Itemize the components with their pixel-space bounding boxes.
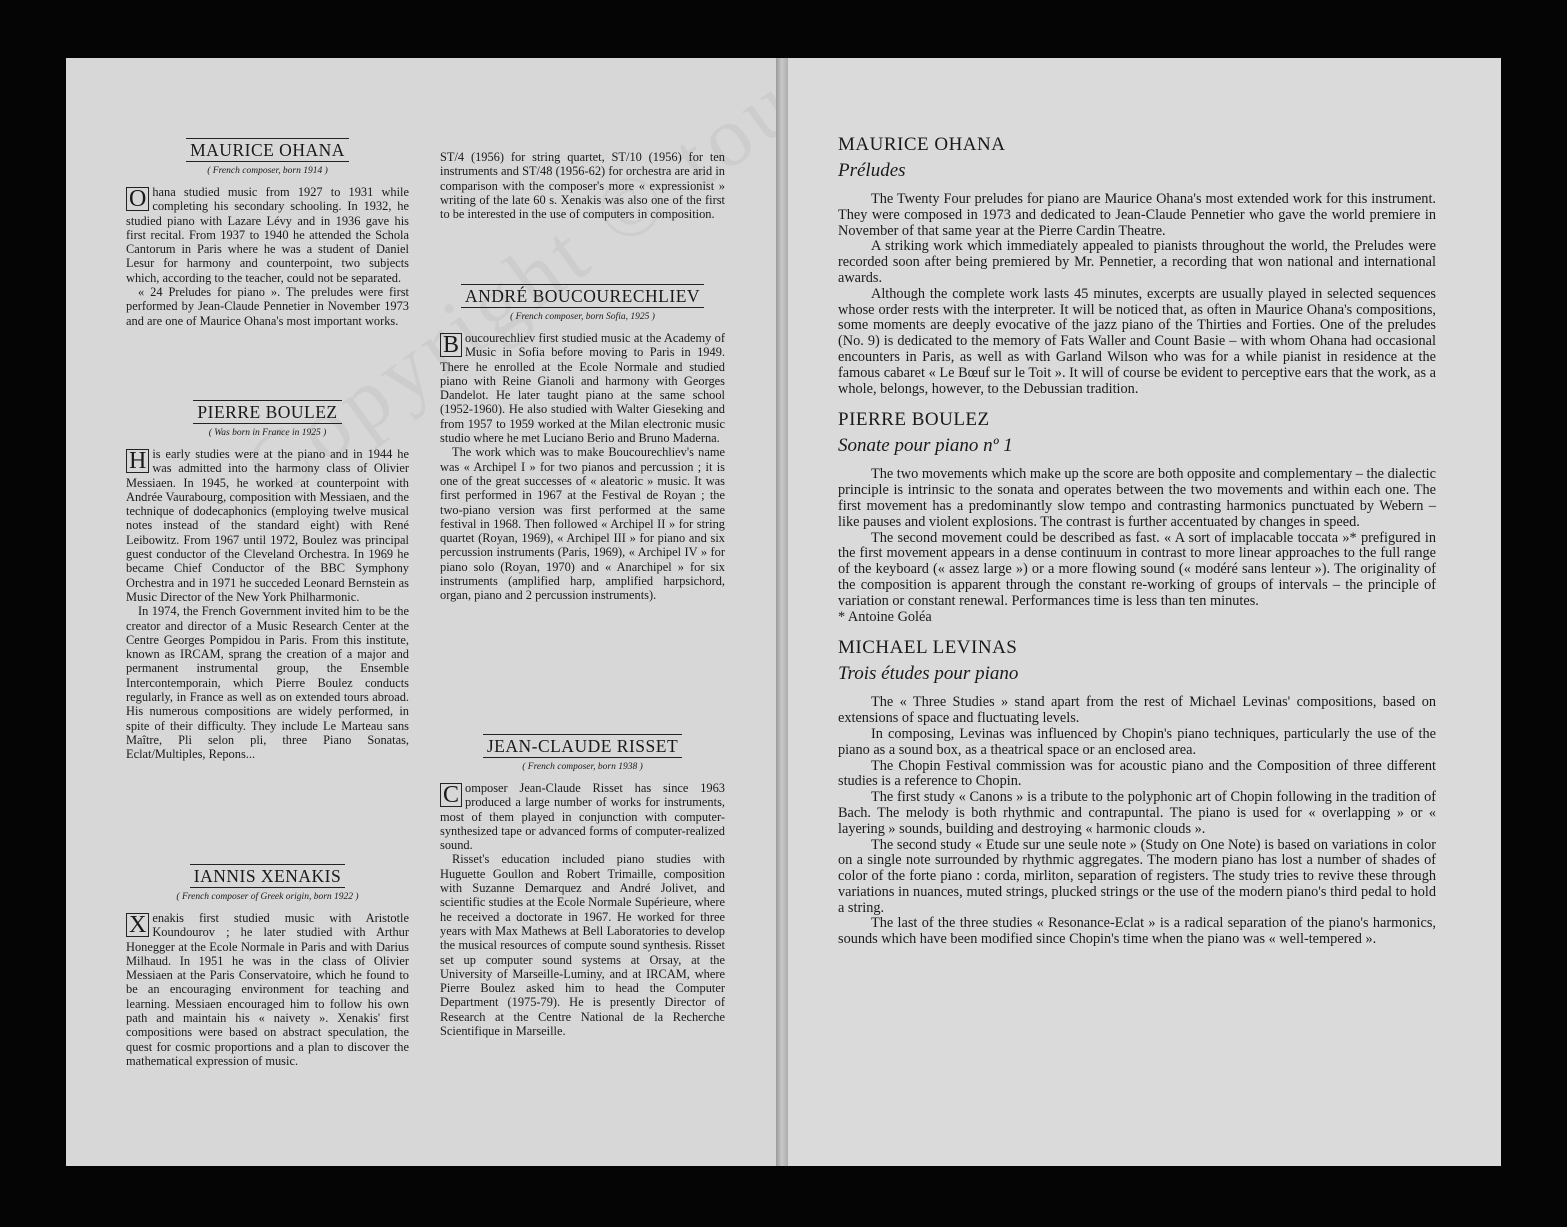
- bio-paragraph: B oucourechliev first studied music at the Academy of Music in Sofia before moving to Paris in 1949. There he enrolled at the Ecole Normale and studied piano with Reine Gianoli and harmony with Georges Dandelot. He later taught piano at the same school (1952-1960). He also studied with Walter Gieseking and from 1957 to 1959 worked at the Milan electronic music studio where he met Luciano Berio and Bruno Maderna.: [440, 331, 725, 446]
- bio-paragraph: H is early studies were at the piano and in 1944 he was admitted into the harmony class of Olivier Messiaen. In 1945, he worked at counterpoint with Andrée Vaurabourg, composition with Messiaen, and the technique of dodecaphonics (employing twelve musical notes instead of the standard eight) with René Leibowitz. From 1967 until 1972, Boulez was principal guest conductor of the Cleveland Orchestra. In 1969 he became Chief Conductor of the BBC Symphony Orchestra and in 1971 he succeded Leonard Bernstein as Music Director of the New York Philharmonic.: [126, 447, 409, 604]
- bio-heading: PIERRE BOULEZ: [193, 400, 341, 424]
- work-paragraph: The Chopin Festival commission was for acoustic piano and the Composition of three different studies is a reference to Chopin.: [838, 757, 1436, 790]
- bio-heading: MAURICE OHANA: [186, 138, 349, 162]
- work-title: Trois études pour piano: [838, 663, 1019, 685]
- work-title: Préludes: [838, 160, 906, 181]
- work-composer: MICHAEL LEVINAS: [838, 637, 1018, 659]
- right-page: [788, 58, 1501, 1166]
- work-paragraph: Although the complete work lasts 45 minutes, excerpts are usually played in selected sequences whose order rests with the interpreter. It will be noticed that, as often in Maurice Ohana's compositions, some moments are deeply evocative of the jazz piano of the Thirties and Forties. One of the preludes (No. 9) is dedicated to the memory of Fats Waller and Count Basie – with whom Ohana had occasional encounters in Paris, as well as with Garland Wilson who was for a while pianist in residence at the famous cabaret « Le Bœuf sur le Toit ». It will of course be evident to perceptive ears that the work, as a whole, belongs, however, to the Debussian tradition.: [838, 285, 1436, 397]
- bio-ohana: [126, 138, 409, 328]
- work-paragraph: The last of the three studies « Resonance-Eclat » is a radical separation of the piano's harmonics, sounds which have been modified since Chopin's time when the piano was « well-tempered ».: [838, 915, 1436, 948]
- work-ohana-preludes: [838, 134, 1436, 397]
- work-paragraph: The second movement could be described as fast. « A sort of implacable toccata »* prefigured in the first movement appears in a dense continuum in contrast to more linear approaches to the full range of the keyboard (« assez large ») or a more flowing sound (« modéré sans lenteur »). The originality of the composition is apparent through the constant re-working of groups of intervals – the principle of variation or constant renewal. Performances time is less than ten minutes.: [838, 529, 1436, 609]
- bio-heading: IANNIS XENAKIS: [190, 864, 345, 888]
- work-paragraph: The two movements which make up the score are both opposite and complementary – the dialectic principle is intrinsic to the sonata and operates between the two movements and within each one. The first movement has a predominantly slow tempo and contrasting harmonics punctuated by Webern – like pauses and violent explosions. The contrast is further accentuated by changes in speed.: [838, 466, 1436, 530]
- bio-heading: JEAN-CLAUDE RISSET: [483, 734, 682, 758]
- drop-cap: C: [440, 783, 462, 807]
- drop-cap: X: [126, 913, 149, 937]
- drop-cap: H: [126, 449, 149, 473]
- work-levinas-etudes: [838, 637, 1436, 948]
- work-title: Sonate pour piano nº 1: [838, 435, 1013, 457]
- bio-xenakis: [126, 864, 409, 1068]
- work-paragraph: In composing, Levinas was influenced by Chopin's piano techniques, particularly the use of the piano as a sound box, as a theatrical space or an enclosed area.: [838, 725, 1436, 758]
- bio-xenakis-continued: [440, 150, 725, 221]
- bio-subtitle: ( French composer of Greek origin, born 1922 ): [176, 892, 359, 902]
- work-paragraph: The second study « Etude sur une seule note » (Study on One Note) is based on variations in color on a single note surrounded by rhythmic aggregates. The modern piano has lost a number of shades of color of the forte piano : corda, mirliton, separation of registers. The study tries to revive these through variations in nuances, muted strings, plucked strings or the use of the modern piano's third pedal to hold a string.: [838, 836, 1436, 916]
- work-composer: MAURICE OHANA: [838, 134, 1006, 155]
- bio-subtitle: ( Was born in France in 1925 ): [208, 428, 327, 438]
- bio-subtitle: ( French composer, born 1914 ): [207, 166, 328, 176]
- bio-subtitle: ( French composer, born 1938 ): [522, 762, 643, 772]
- bio-boucourechliev: [440, 284, 725, 603]
- work-composer: PIERRE BOULEZ: [838, 409, 990, 431]
- bio-paragraph: O hana studied music from 1927 to 1931 while completing his secondary schooling. In 1932, he studied piano with Lazare Lévy and in 1936 gave his first recital. From 1937 to 1940 he attended the Schola Cantorum in Paris where he was a student of Daniel Lesur for harmony and counterpoint, two subjects which, according to the teacher, could not be separated.: [126, 185, 409, 285]
- program-notes: [838, 134, 1436, 960]
- left-page: [66, 58, 778, 1166]
- bio-paragraph: Risset's education included piano studies with Huguette Goullon and Robert Trimaille, composition with Suzanne Demarquez and André Jolivet, and scientific studies at the Ecole Normale Supérieure, where he received a doctorate in 1967. He worked for three years with Max Mathews at Bell Laboratories to develop the musical resources of compute sound synthesis. Risset set up computer sound systems at Orsay, at the University of Marseille-Luminy, and at IRCAM, where Pierre Boulez asked him to head the Computer Department (1975-79). He is presently Director of Research at the Centre National de la Recherche Scientifique in Marseille.: [440, 852, 725, 1039]
- work-paragraph: The Twenty Four preludes for piano are Maurice Ohana's most extended work for this instrument. They were composed in 1973 and dedicated to Jean-Claude Pennetier who gave the world premiere in November of that same year at the Pierre Cardin Theatre.: [838, 191, 1436, 239]
- drop-cap: O: [126, 187, 149, 211]
- bio-subtitle: ( French composer, born Sofia, 1925 ): [510, 312, 655, 322]
- bio-paragraph: The work which was to make Boucourechliev's name was « Archipel I » for two pianos and percussion ; it is one of the great successes of « aleatoric » music. It was first performed in 1967 at the Festival de Royan ; the two-piano version was first performed at the same festival in 1968. Then followed « Archipel II » for string quartet (Royan, 1969), « Archipel III » for piano and six percussion instruments (Paris, 1969), « Archipel IV » for piano solo (Royan, 1970) and « Anarchipel » for six instruments (amplified harp, amplified harpsichord, organ, piano and 2 percussion instruments).: [440, 445, 725, 603]
- work-paragraph: The « Three Studies » stand apart from the rest of Michael Levinas' compositions, based on extensions of space and fluctuating levels.: [838, 694, 1436, 727]
- drop-cap: B: [440, 333, 462, 357]
- bio-paragraph: C omposer Jean-Claude Risset has since 1963 produced a large number of works for instruments, most of them played in conjunction with computer-synthesized tape or advanced forms of computer-realized sound.: [440, 781, 725, 853]
- work-paragraph: The first study « Canons » is a tribute to the polyphonic art of Chopin following in the tradition of Bach. The melody is both rhythmic and contrapuntal. The piano is used for « overlapping » or « layering » sounds, building and destroying « harmonic clouds ».: [838, 789, 1436, 837]
- work-footnote: * Antoine Goléa: [838, 608, 932, 625]
- bio-paragraph: « 24 Preludes for piano ». The preludes were first performed by Jean-Claude Pennetier in November 1973 and are one of Maurice Ohana's most important works.: [126, 285, 409, 328]
- bio-heading: ANDRÉ BOUCOURECHLIEV: [461, 284, 704, 308]
- bio-paragraph: X enakis first studied music with Aristotle Koundourov ; he later studied with Arthur Honegger at the Ecole Normale in Paris and with Darius Milhaud. In 1951 he was in the class of Olivier Messiaen at the Paris Conservatoire, which he found to be an encouraging environment for teaching and learning. Messiaen encouraged him to follow his own path and maintain his « naivety ». Xenakis' first compositions were based on abstract speculation, the quest for cosmic proportions and a plan to discover the mathematical expression of music.: [126, 911, 409, 1068]
- bio-boulez: [126, 400, 409, 762]
- work-boulez-sonate: [838, 409, 1436, 625]
- bio-risset: [440, 734, 725, 1038]
- bio-paragraph: In 1974, the French Government invited him to be the creator and director of a Music Research Center at the Centre Georges Pompidou in Paris. From this institute, known as IRCAM, sprang the creation of a major and permanent instrumental group, the Ensemble Intercontemporain, which Pierre Boulez conducts regularly, in France as well as on extended tours abroad. His numerous compositions are widely performed, in spite of their difficulty. They include Le Marteau sans Maître, Pli selon pli, three Piano Sonatas, Eclat/Multiples, Repons...: [126, 604, 409, 762]
- work-paragraph: A striking work which immediately appealed to pianists throughout the world, the Preludes were recorded soon after being premiered by Mr. Pennetier, a recording that won national and international awards.: [838, 238, 1436, 286]
- bio-paragraph: ST/4 (1956) for string quartet, ST/10 (1956) for ten instruments and ST/48 (1956-62) for orchestra are arid in comparison with the composer's more « expressionist » writing of the late 60 s. Xenakis was also one of the first to be interested in the use of computers in composition.: [440, 150, 725, 222]
